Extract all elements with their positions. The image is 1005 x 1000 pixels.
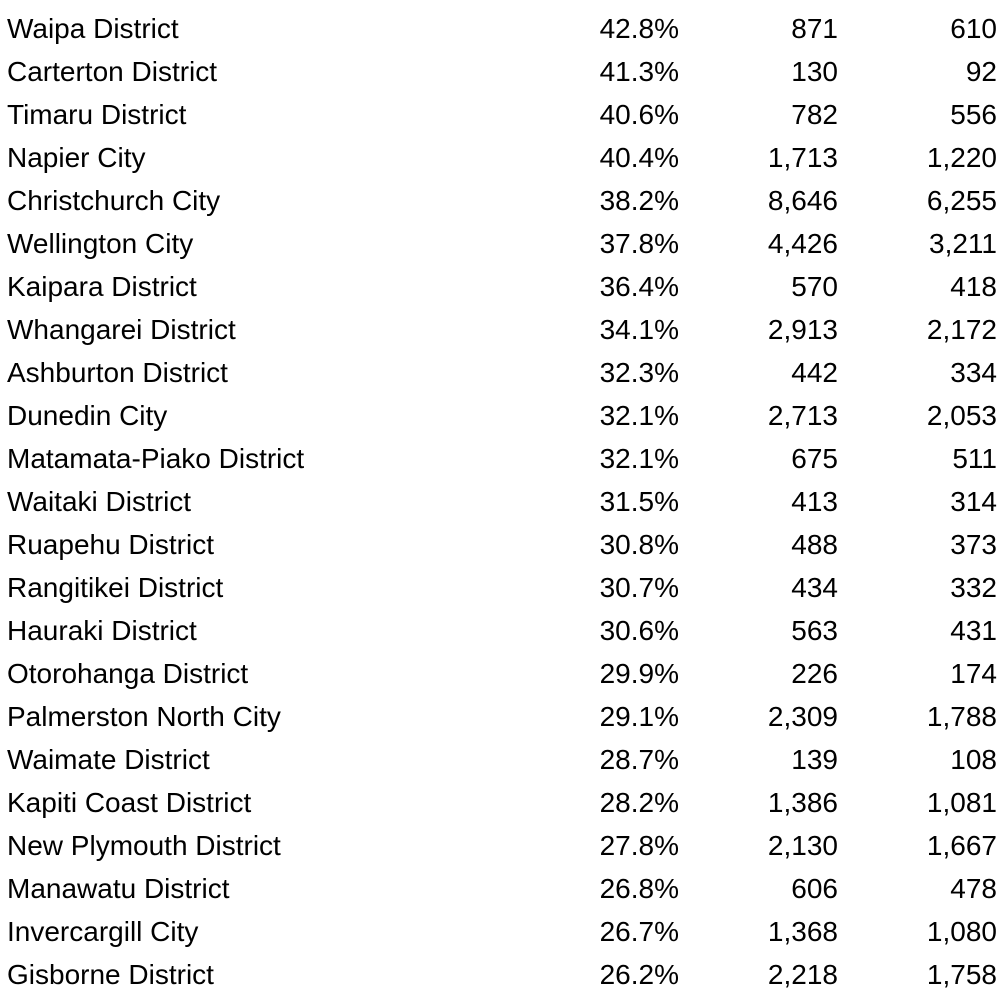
count-a-cell: 563 [791,615,838,646]
district-name-cell: Kaipara District [7,271,197,302]
district-name-cell: Hauraki District [7,615,197,646]
count-a-cell: 2,309 [767,701,838,732]
district-name-cell: Rangitikei District [7,572,224,603]
count-b-cell: 174 [950,658,997,689]
district-name-cell: Waipa District [7,13,179,44]
count-b-cell: 108 [950,744,997,775]
district-name-cell: Invercargill City [7,916,199,947]
district-name-cell: Manawatu District [7,873,230,904]
table-row [0,437,1005,480]
table-row [0,523,1005,566]
district-name-cell: Gisborne District [7,959,214,990]
district-name-cell: Palmerston North City [7,701,281,732]
district-name-cell: Ashburton District [7,357,228,388]
count-b-cell: 2,172 [926,314,997,345]
table-row [0,265,1005,308]
percentage-cell: 28.7% [599,744,679,775]
percentage-cell: 37.8% [599,228,679,259]
table-row [0,222,1005,265]
count-a-cell: 442 [791,357,838,388]
count-b-cell: 556 [950,99,997,130]
count-a-cell: 570 [791,271,838,302]
percentage-cell: 34.1% [599,314,679,345]
count-a-cell: 871 [791,13,838,44]
count-b-cell: 334 [950,357,997,388]
count-a-cell: 4,426 [767,228,838,259]
percentage-cell: 32.1% [599,400,679,431]
table-row [0,7,1005,50]
count-b-cell: 332 [950,572,997,603]
district-name-cell: Otorohanga District [7,658,249,689]
count-a-cell: 782 [791,99,838,130]
count-b-cell: 1,788 [926,701,997,732]
percentage-cell: 31.5% [599,486,679,517]
count-a-cell: 1,368 [767,916,838,947]
percentage-cell: 36.4% [599,271,679,302]
table-row [0,179,1005,222]
percentage-cell: 42.8% [599,13,679,44]
district-name-cell: Napier City [7,142,146,173]
table-row [0,824,1005,867]
district-name-cell: Dunedin City [7,400,168,431]
district-name-cell: Timaru District [7,99,187,130]
count-b-cell: 610 [950,13,997,44]
count-b-cell: 1,080 [926,916,997,947]
percentage-cell: 32.3% [599,357,679,388]
count-b-cell: 1,081 [926,787,997,818]
percentage-cell: 38.2% [599,185,679,216]
district-table [0,7,1005,996]
count-b-cell: 418 [950,271,997,302]
table-row [0,781,1005,824]
table-row [0,609,1005,652]
count-a-cell: 413 [791,486,838,517]
district-name-cell: Ruapehu District [7,529,214,560]
count-a-cell: 675 [791,443,838,474]
count-a-cell: 2,130 [767,830,838,861]
percentage-cell: 26.8% [599,873,679,904]
table-row [0,480,1005,523]
district-name-cell: Waimate District [7,744,210,775]
table-row [0,953,1005,996]
percentage-cell: 29.1% [599,701,679,732]
percentage-cell: 27.8% [599,830,679,861]
count-a-cell: 1,386 [767,787,838,818]
percentage-cell: 29.9% [599,658,679,689]
count-a-cell: 434 [791,572,838,603]
district-name-cell: New Plymouth District [7,830,281,861]
table-row [0,394,1005,437]
count-b-cell: 431 [950,615,997,646]
district-name-cell: Carterton District [7,56,218,87]
table-row [0,93,1005,136]
count-b-cell: 92 [965,56,997,87]
district-name-cell: Kapiti Coast District [7,787,252,818]
count-b-cell: 314 [950,486,997,517]
percentage-cell: 32.1% [599,443,679,474]
percentage-cell: 26.2% [599,959,679,990]
table-row [0,867,1005,910]
table-row [0,910,1005,953]
count-b-cell: 1,220 [926,142,997,173]
count-b-cell: 1,667 [926,830,997,861]
percentage-cell: 26.7% [599,916,679,947]
table-row [0,351,1005,394]
count-b-cell: 478 [950,873,997,904]
percentage-cell: 41.3% [599,56,679,87]
count-a-cell: 139 [791,744,838,775]
district-name-cell: Waitaki District [7,486,192,517]
percentage-cell: 40.6% [599,99,679,130]
table-row [0,695,1005,738]
percentage-cell: 30.8% [599,529,679,560]
count-a-cell: 130 [791,56,838,87]
percentage-cell: 30.6% [599,615,679,646]
table-row [0,738,1005,781]
count-a-cell: 606 [791,873,838,904]
table-row [0,566,1005,609]
table-row [0,136,1005,179]
count-b-cell: 511 [952,443,997,474]
count-a-cell: 2,218 [767,959,838,990]
count-b-cell: 3,211 [929,228,997,259]
percentage-cell: 28.2% [599,787,679,818]
count-b-cell: 373 [950,529,997,560]
percentage-cell: 30.7% [599,572,679,603]
count-a-cell: 488 [791,529,838,560]
count-a-cell: 8,646 [767,185,838,216]
count-a-cell: 1,713 [767,142,838,173]
percentage-cell: 40.4% [599,142,679,173]
count-b-cell: 6,255 [926,185,997,216]
table-row [0,50,1005,93]
district-name-cell: Wellington City [7,228,194,259]
district-name-cell: Christchurch City [7,185,221,216]
count-a-cell: 226 [791,658,838,689]
table-row [0,308,1005,351]
district-name-cell: Matamata-Piako District [7,443,305,474]
count-a-cell: 2,713 [767,400,838,431]
count-b-cell: 1,758 [926,959,997,990]
count-b-cell: 2,053 [926,400,997,431]
count-a-cell: 2,913 [767,314,838,345]
district-name-cell: Whangarei District [7,314,236,345]
table-row [0,652,1005,695]
